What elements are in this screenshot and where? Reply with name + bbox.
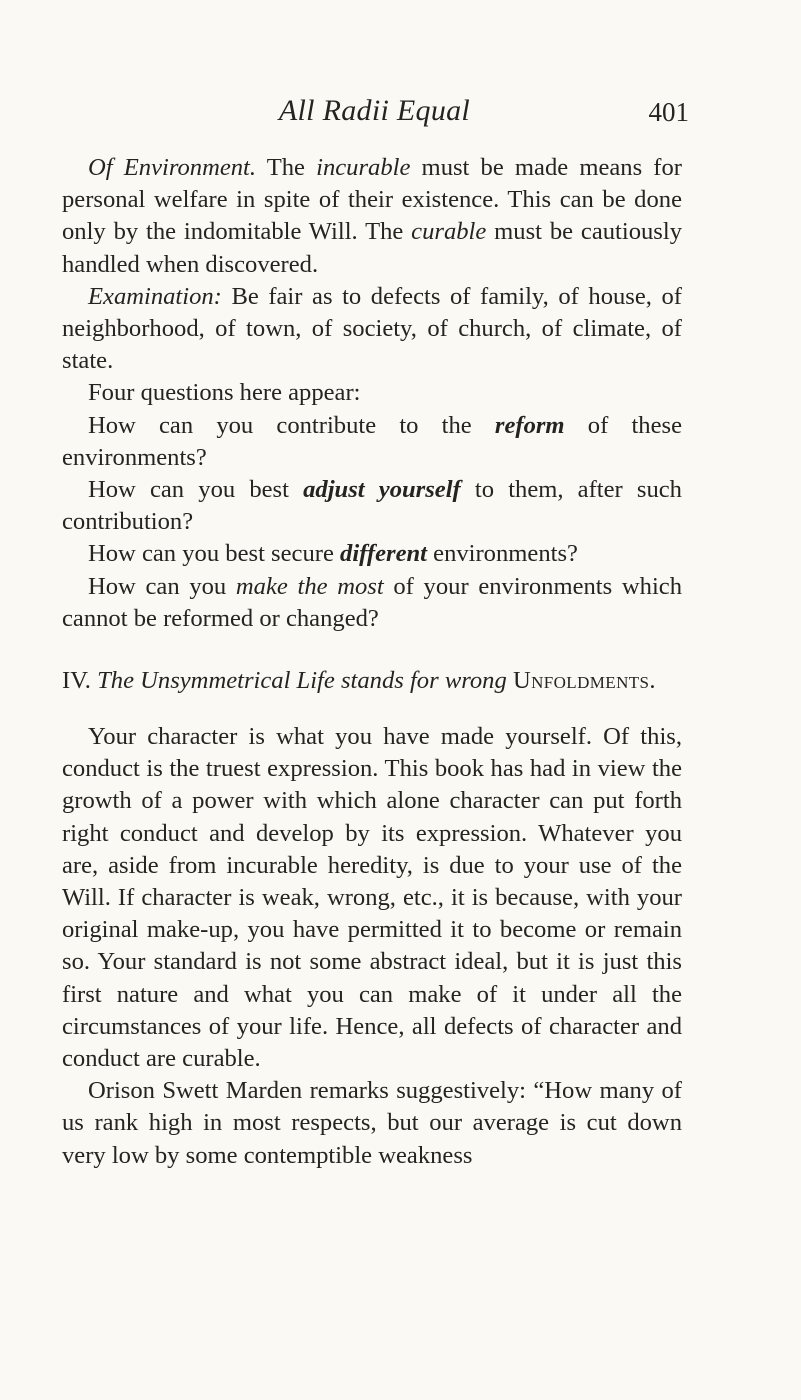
- text-run: How can you best: [88, 476, 304, 504]
- emphasis-incurable: incurable: [316, 154, 411, 181]
- emphasis-different: different: [340, 540, 427, 568]
- section-title-smallcaps: Unfoldments.: [512, 667, 656, 695]
- examination-lead: Examination:: [88, 282, 222, 310]
- paragraph-marden-quote: Orison Swett Marden remarks suggestively: “How many of us rank high in most respects, but our average is cut down very low by some contemptible weakness: [62, 1077, 682, 1169]
- question-reform: [62, 410, 682, 474]
- text-run: Be fair as to defects of family, of house, of neighborhood, of town, of society, of church, of climate, of state.: [62, 282, 682, 375]
- text-run: of these environments?: [62, 411, 682, 471]
- environment-lead: Of Environment.: [88, 154, 257, 181]
- paragraph-environment: [62, 152, 682, 281]
- question-adjust: [62, 474, 682, 538]
- text-run: of your environments which cannot be reformed or changed?: [62, 572, 682, 632]
- running-head: All Radii Equal: [278, 94, 471, 127]
- text-run: The: [256, 154, 317, 181]
- text-run: must be made means for personal welfare in spite of their existence. This can be done only by the indomitable Will. The: [62, 154, 682, 246]
- question-make-most: [62, 571, 682, 635]
- section-spacer: [62, 635, 682, 665]
- paragraph-examination: [62, 281, 682, 378]
- page-number: 401: [648, 97, 689, 127]
- text-run: must be cautiously handled when discovered.: [62, 218, 682, 278]
- text-run: to them, after such contribution?: [62, 476, 682, 536]
- emphasis-make-the-most: make the most: [235, 572, 384, 600]
- section-numeral: IV.: [62, 667, 91, 695]
- section-spacer: [62, 697, 682, 721]
- text-run: How can you: [88, 572, 236, 600]
- section-heading: [62, 665, 682, 697]
- text-run: How can you contribute to the: [88, 411, 495, 439]
- emphasis-reform: reform: [494, 411, 565, 439]
- section-title: The Unsymmetrical Life stands for wrong: [97, 667, 507, 695]
- body-text: [62, 152, 682, 1172]
- text-run: How can you best secure: [88, 540, 341, 568]
- text-run: environments?: [427, 540, 578, 568]
- emphasis-adjust-yourself: adjust yourself: [303, 476, 461, 504]
- question-different: [62, 538, 682, 570]
- page-header: [62, 94, 687, 134]
- paragraph-four-questions: Four questions here appear:: [88, 379, 361, 407]
- emphasis-curable: curable: [411, 218, 487, 246]
- paragraph-character: Your character is what you have made yourself. Of this, conduct is the truest expression. This book has had in view the growth of a power with which alone character can put forth right conduct and develop by its expression. Whatever you are, aside from incurable heredity, is due to your use of the Will. If character is weak, wrong, etc., it is because, with your original make-up, you have permitted it to become or remain so. Your standard is not some abstract ideal, but it is just this first nature and what you can make of it under all the circumstances of your life. Hence, all defects of character and conduct are curable.: [62, 723, 682, 1073]
